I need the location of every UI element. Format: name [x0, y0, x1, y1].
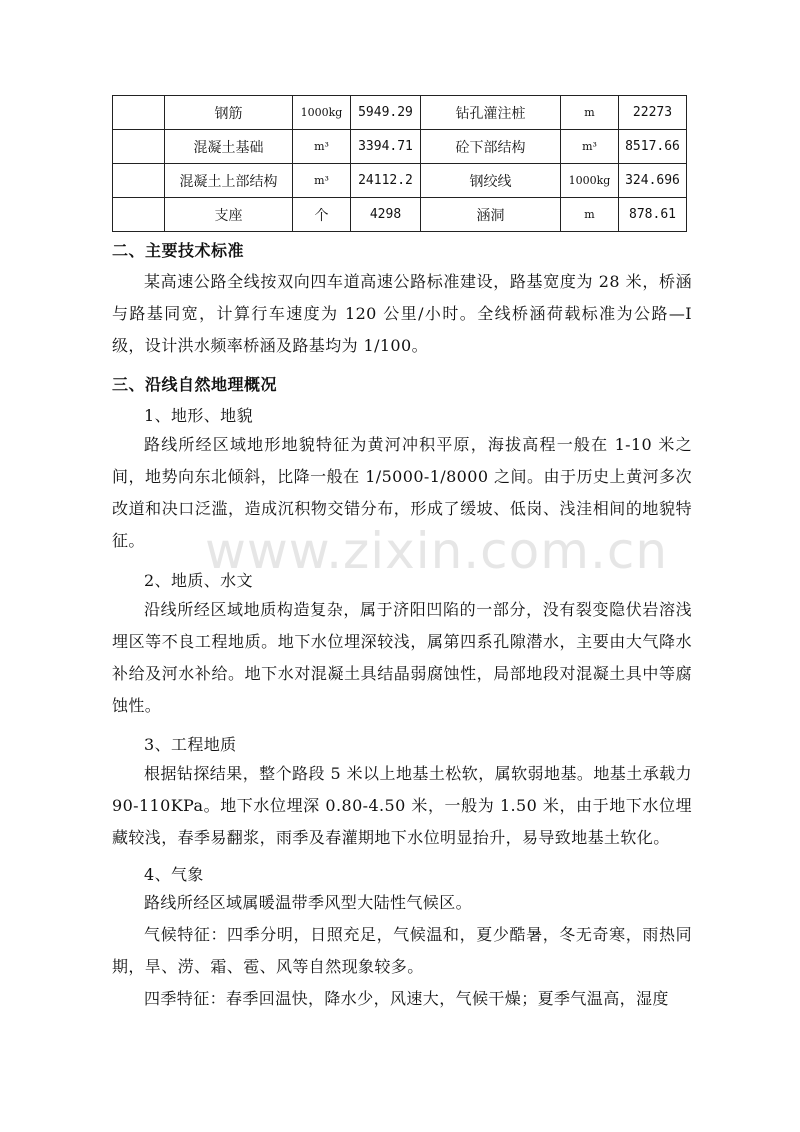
table-cell: 砼下部结构	[421, 130, 561, 164]
table-cell: 24112.2	[351, 164, 421, 198]
table-cell	[113, 96, 165, 130]
table-cell: 钢绞线	[421, 164, 561, 198]
paragraph-text: 沿线所经区域地质构造复杂，属于济阳凹陷的一部分，没有裂变隐伏岩溶浅埋区等不良工程地质。地下水位埋深较浅，属第四系孔隙潜水，主要由大气降水补给及河水补给。地下水对混凝土具结晶弱腐蚀性，局部地段对混凝土具中等腐蚀性。	[112, 600, 692, 715]
table-cell: m³	[561, 130, 619, 164]
table-cell: m	[561, 96, 619, 130]
table-cell: 22273	[619, 96, 687, 130]
section-heading: 三、沿线自然地理概况	[112, 375, 278, 394]
paragraph-text: 气候特征：四季分明，日照充足，气候温和，夏少酷暑，冬无奇寒，雨热同期，旱、涝、霜、雹、风等自然现象较多。	[112, 925, 692, 976]
quantity-table	[112, 95, 687, 232]
table-cell	[113, 164, 165, 198]
table-cell: 4298	[351, 198, 421, 232]
paragraph-text: 四季特征：春季回温快，降水少，风速大，气候干燥；夏季气温高，湿度	[144, 989, 669, 1008]
table-cell: 支座	[165, 198, 293, 232]
table-cell: 5949.29	[351, 96, 421, 130]
table-cell: 钢筋	[165, 96, 293, 130]
table-cell: 钻孔灌注桩	[421, 96, 561, 130]
paragraph	[112, 758, 692, 854]
section-heading: 二、主要技术标准	[112, 241, 245, 260]
table-row	[113, 164, 687, 198]
table-cell: m³	[293, 164, 351, 198]
table-cell	[113, 130, 165, 164]
subsection-heading: 3、工程地质	[144, 735, 237, 754]
table-cell	[113, 198, 165, 232]
table-cell: 混凝土基础	[165, 130, 293, 164]
table-cell: 1000kg	[561, 164, 619, 198]
paragraph-text: 根据钻探结果，整个路段 5 米以上地基土松软，属软弱地基。地基土承载力 90-110KPa。地下水位埋深 0.80-4.50 米，一般为 1.50 米，由于地下水位埋藏较浅，春季易翻浆，雨季及春灌期地下水位明显抬升，易导致地基土软化。	[112, 764, 692, 847]
table-cell: 涵洞	[421, 198, 561, 232]
table-cell: m	[561, 198, 619, 232]
paragraph-text: 路线所经区域地形地貌特征为黄河冲积平原，海拔高程一般在 1-10 米之间，地势向东北倾斜，比降一般在 1/5000-1/8000 之间。由于历史上黄河多次改道和决口泛滥，造成沉积物交错分布，形成了缓坡、低岗、浅洼相间的地貌特征。	[112, 435, 692, 550]
paragraph	[112, 594, 692, 722]
table-cell: 个	[293, 198, 351, 232]
paragraph-text: 路线所经区域属暖温带季风型大陆性气候区。	[144, 893, 473, 912]
table-cell: 324.696	[619, 164, 687, 198]
table-row	[113, 198, 687, 232]
table-cell: 878.61	[619, 198, 687, 232]
table-cell: 混凝土上部结构	[165, 164, 293, 198]
table-cell: 1000kg	[293, 96, 351, 130]
table-row	[113, 130, 687, 164]
subsection-heading: 1、地形、地貌	[144, 406, 253, 425]
paragraph-text: 某高速公路全线按双向四车道高速公路标准建设，路基宽度为 28 米，桥涵与路基同宽，计算行车速度为 120 公里/小时。全线桥涵荷载标准为公路—I 级，设计洪水频率桥涵及路基均为 1/100。	[112, 272, 692, 355]
table-row	[113, 96, 687, 130]
table-cell: m³	[293, 130, 351, 164]
paragraph	[112, 887, 692, 1015]
table-cell: 8517.66	[619, 130, 687, 164]
subsection-heading: 2、地质、水文	[144, 571, 253, 590]
table-cell: 3394.71	[351, 130, 421, 164]
watermark: www.zixin.com.cn	[205, 522, 669, 580]
paragraph	[112, 266, 692, 362]
subsection-heading: 4、气象	[144, 865, 204, 884]
